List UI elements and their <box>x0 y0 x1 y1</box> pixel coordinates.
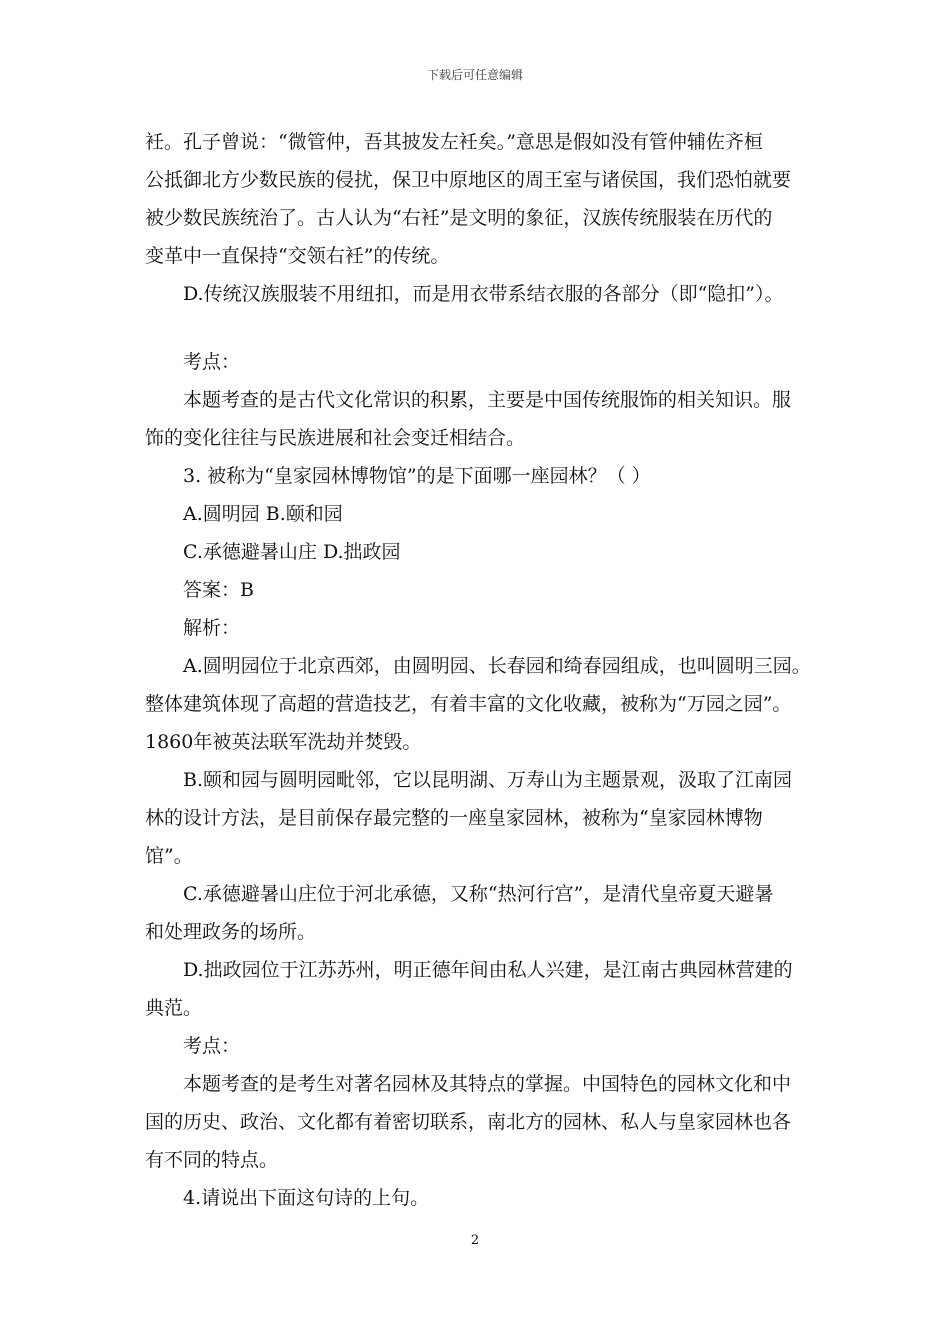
text-line: 典范。 <box>145 997 203 1019</box>
text-line: 饰的变化往往与民族进展和社会变迁相结合。 <box>145 427 526 449</box>
option-d-text: D.传统汉族服装不用纽扣，而是用衣带系结衣服的各部分（即“隐扣”）。 <box>183 283 784 305</box>
page-number: 2 <box>470 1233 480 1248</box>
text-line: 整体建筑体现了高超的营造技艺，有着丰富的文化收藏，被称为“万园之园”。 <box>145 693 792 715</box>
text-line: 1860年被英法联军洗劫并焚毁。 <box>145 731 422 753</box>
text-line: 被少数民族统治了。古人认为“右衽”是文明的象征，汉族传统服装在历代的 <box>145 207 773 229</box>
text-line: D.拙政园位于江苏苏州，明正德年间由私人兴建，是江南古典园林营建的 <box>183 959 793 981</box>
section-heading-kaodian: 考点： <box>183 1035 241 1057</box>
section-heading-kaodian: 考点： <box>183 351 241 373</box>
text-line: 林的设计方法，是目前保存最完整的一座皇家园林，被称为“皇家园林博物 <box>145 807 763 829</box>
text-line: A.圆明园位于北京西郊，由圆明园、长春园和绮春园组成，也叫圆明三园。 <box>183 655 811 677</box>
options-cd: C.承德避暑山庄 D.拙政园 <box>183 541 401 563</box>
text-line: 本题考查的是考生对著名园林及其特点的掌握。中国特色的园林文化和中 <box>183 1073 792 1095</box>
text-line: 本题考查的是古代文化常识的积累，主要是中国传统服饰的相关知识。服 <box>183 389 792 411</box>
options-ab: A.圆明园 B.颐和园 <box>183 503 343 525</box>
document-body <box>145 123 815 1217</box>
question-4: 4.请说出下面这句诗的上句。 <box>183 1187 430 1209</box>
text-line: 衽。孔子曾说：“微管仲，吾其披发左衽矣。”意思是假如没有管仲辅佐齐桓 <box>145 131 763 153</box>
text-line: 国的历史、政治、文化都有着密切联系，南北方的园林、私人与皇家园林也各 <box>145 1111 792 1133</box>
text-line: 和处理政务的场所。 <box>145 921 317 943</box>
page-header: 下载后可任意编辑 <box>426 68 523 82</box>
text-line: B.颐和园与圆明园毗邻，它以昆明湖、万寿山为主题景观，汲取了江南园 <box>183 769 793 791</box>
text-line: 有不同的特点。 <box>145 1149 279 1171</box>
answer: 答案：B <box>183 579 254 601</box>
text-line: C.承德避暑山庄位于河北承德，又称“热河行宫”，是清代皇帝夏天避暑 <box>183 883 774 905</box>
text-line: 馆”。 <box>145 845 193 867</box>
text-line: 公抵御北方少数民族的侵扰，保卫中原地区的周王室与诸侯国，我们恐怕就要 <box>145 169 792 191</box>
section-heading-jiexi: 解析： <box>183 617 241 639</box>
question-3: 3. 被称为“皇家园林博物馆”的是下面哪一座园林？（ ） <box>183 465 651 487</box>
text-line: 变革中一直保持“交领右衽”的传统。 <box>145 245 450 267</box>
paragraph-gap <box>145 313 815 343</box>
